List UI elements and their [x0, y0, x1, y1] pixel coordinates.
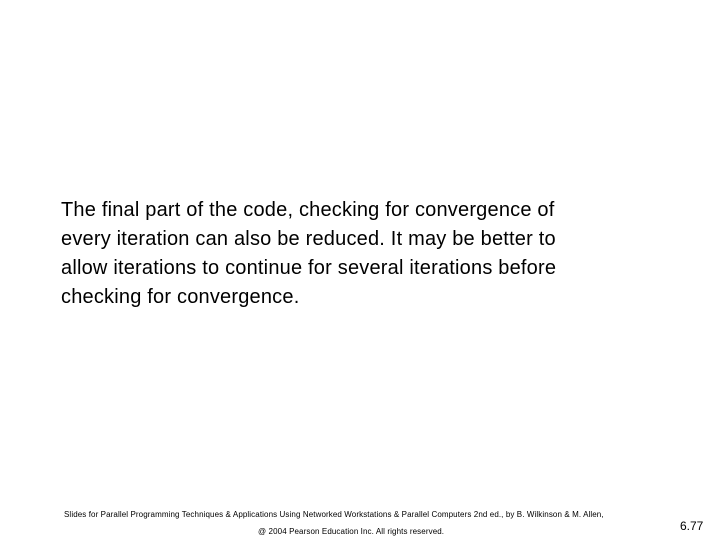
body-line-1: The final part of the code, checking for convergence of — [61, 199, 555, 221]
body-line-3: allow iterations to continue for several iterations before — [61, 257, 557, 279]
body-paragraph — [61, 196, 661, 312]
footer-copyright: @ 2004 Pearson Education Inc. All rights reserved. — [258, 527, 445, 536]
slide-number: 6.77 — [680, 519, 704, 533]
footer-citation: Slides for Parallel Programming Techniques & Applications Using Networked Workstations & Parallel Computers 2nd ed., by B. Wilkinson & M. Allen, — [64, 510, 604, 519]
body-line-4: checking for convergence. — [61, 286, 300, 308]
body-line-2: every iteration can also be reduced. It may be better to — [61, 228, 556, 250]
